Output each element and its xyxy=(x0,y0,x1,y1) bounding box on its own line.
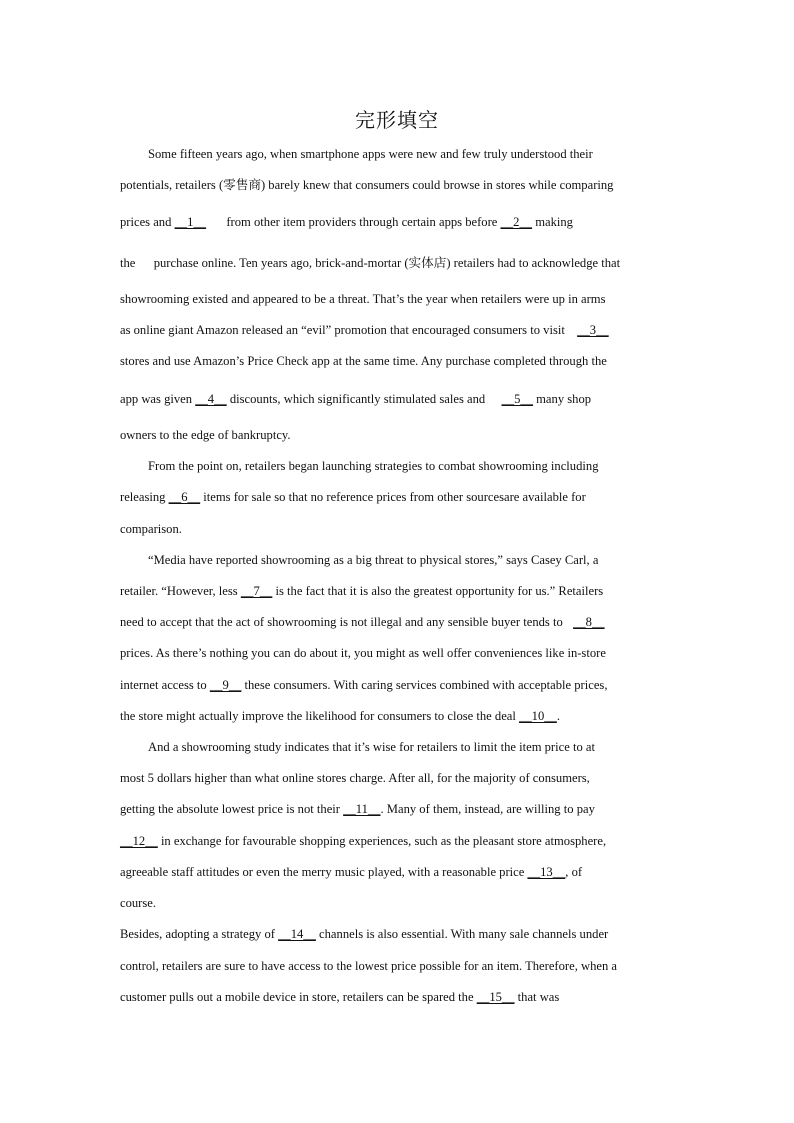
text-segment: . Many of them, instead, are willing to pay xyxy=(380,802,595,816)
text-segment: comparison. xyxy=(120,522,182,536)
blank-4: __4__ xyxy=(195,392,227,406)
text-segment: . xyxy=(556,709,560,723)
text-line xyxy=(120,291,680,307)
text-segment: control, retailers are sure to have access to the lowest price possible for an item. Therefore, when a xyxy=(120,959,618,973)
text-segment: as online giant Amazon released an “evil” promotion that encouraged consumers to visit xyxy=(120,323,565,337)
text-line xyxy=(148,552,680,568)
blank-6: __6__ xyxy=(168,490,201,504)
text-line xyxy=(148,146,680,162)
text-segment: , of xyxy=(565,865,583,879)
text-line xyxy=(120,177,680,193)
text-line xyxy=(120,427,680,443)
text-line xyxy=(120,614,680,630)
text-segment: need to accept that the act of showrooming is not illegal and any sensible buyer tends to xyxy=(120,615,563,629)
blank-8: __8__ xyxy=(573,615,605,629)
text-line xyxy=(120,801,680,817)
text-segment: internet access to xyxy=(120,678,207,692)
text-segment: prices and xyxy=(120,215,172,229)
blank-13: __13__ xyxy=(527,865,566,879)
text-segment: retailer. “However, less xyxy=(120,584,238,598)
text-line xyxy=(120,989,680,1005)
text-segment: customer pulls out a mobile device in store, retailers can be spared the xyxy=(120,990,474,1004)
text-line xyxy=(120,708,680,724)
text-segment: Besides, adopting a strategy of xyxy=(120,927,275,941)
text-line xyxy=(120,322,680,338)
text-line xyxy=(120,645,680,661)
text-segment: making xyxy=(535,215,573,229)
text-segment: stores and use Amazon’s Price Check app at the same time. Any purchase completed through the xyxy=(120,354,607,368)
blank-7: __7__ xyxy=(240,584,273,598)
text-segment: app was given xyxy=(120,392,193,406)
blank-10: __10__ xyxy=(519,709,557,723)
text-segment: getting the absolute lowest price is not their xyxy=(120,802,340,816)
text-line xyxy=(120,521,680,537)
text-line xyxy=(120,255,680,271)
blank-3: __3__ xyxy=(577,323,609,337)
text-line xyxy=(120,926,680,942)
text-line xyxy=(120,353,680,369)
blank-11: __11__ xyxy=(343,802,381,816)
text-segment: in exchange for favourable shopping experiences, such as the pleasant store atmosphere, xyxy=(160,834,607,848)
text-segment: Some fifteen years ago, when smartphone apps were new and few truly understood their xyxy=(148,147,593,161)
blank-14: __14__ xyxy=(278,927,316,941)
text-segment: owners to the edge of bankruptcy. xyxy=(120,428,291,442)
text-segment: And a showrooming study indicates that it’s wise for retailers to limit the item price to at xyxy=(148,740,595,754)
text-segment: many shop xyxy=(536,392,592,406)
text-segment: course. xyxy=(120,896,157,910)
text-segment: “Media have reported showrooming as a big threat to physical stores,” says Casey Carl, a xyxy=(148,553,599,567)
text-segment: these consumers. With caring services combined with acceptable prices, xyxy=(244,678,608,692)
page-title: 完形填空 xyxy=(355,108,439,132)
text-line xyxy=(120,391,680,407)
text-line xyxy=(148,739,680,755)
text-segment: most 5 dollars higher than what online stores charge. After all, for the majority of consumers, xyxy=(120,771,590,785)
text-segment: the store might actually improve the likelihood for consumers to close the deal xyxy=(120,709,516,723)
text-segment: releasing xyxy=(120,490,166,504)
text-segment: that was xyxy=(517,990,560,1004)
text-line xyxy=(120,770,680,786)
text-segment: showrooming existed and appeared to be a threat. That’s the year when retailers were up in arms xyxy=(120,292,606,306)
text-line xyxy=(120,864,680,880)
text-line xyxy=(120,895,680,911)
text-line xyxy=(120,958,680,974)
text-line xyxy=(120,583,680,599)
blank-1: __1__ xyxy=(174,215,207,229)
text-segment: from other item providers through certain apps before xyxy=(226,215,498,229)
blank-9: __9__ xyxy=(209,678,242,692)
text-segment: agreeable staff attitudes or even the merry music played, with a reasonable price xyxy=(120,865,525,879)
blank-12: __12__ xyxy=(120,834,158,848)
text-line xyxy=(120,677,680,693)
text-segment: items for sale so that no reference prices from other sourcesare available for xyxy=(203,490,586,504)
blank-2: __2__ xyxy=(500,215,533,229)
text-segment: channels is also essential. With many sale channels under xyxy=(319,927,609,941)
blank-5: __5__ xyxy=(501,392,533,406)
text-segment: the xyxy=(120,256,136,270)
text-line xyxy=(120,489,680,505)
text-segment: is the fact that it is also the greatest opportunity for us.” Retailers xyxy=(275,584,604,598)
text-segment: prices. As there’s nothing you can do about it, you might as well offer conveniences like in-store xyxy=(120,646,606,660)
text-line xyxy=(120,833,680,849)
blank-15: __15__ xyxy=(476,990,515,1004)
text-line xyxy=(120,214,680,230)
text-segment: potentials, retailers (零售商) barely knew that consumers could browse in stores while comparing xyxy=(120,178,614,192)
text-segment: From the point on, retailers began launching strategies to combat showrooming including xyxy=(148,459,599,473)
text-line xyxy=(148,458,680,474)
text-segment: purchase online. Ten years ago, brick-and-mortar (实体店) retailers had to acknowledge that xyxy=(153,256,621,270)
text-segment: discounts, which significantly stimulated sales and xyxy=(229,392,486,406)
